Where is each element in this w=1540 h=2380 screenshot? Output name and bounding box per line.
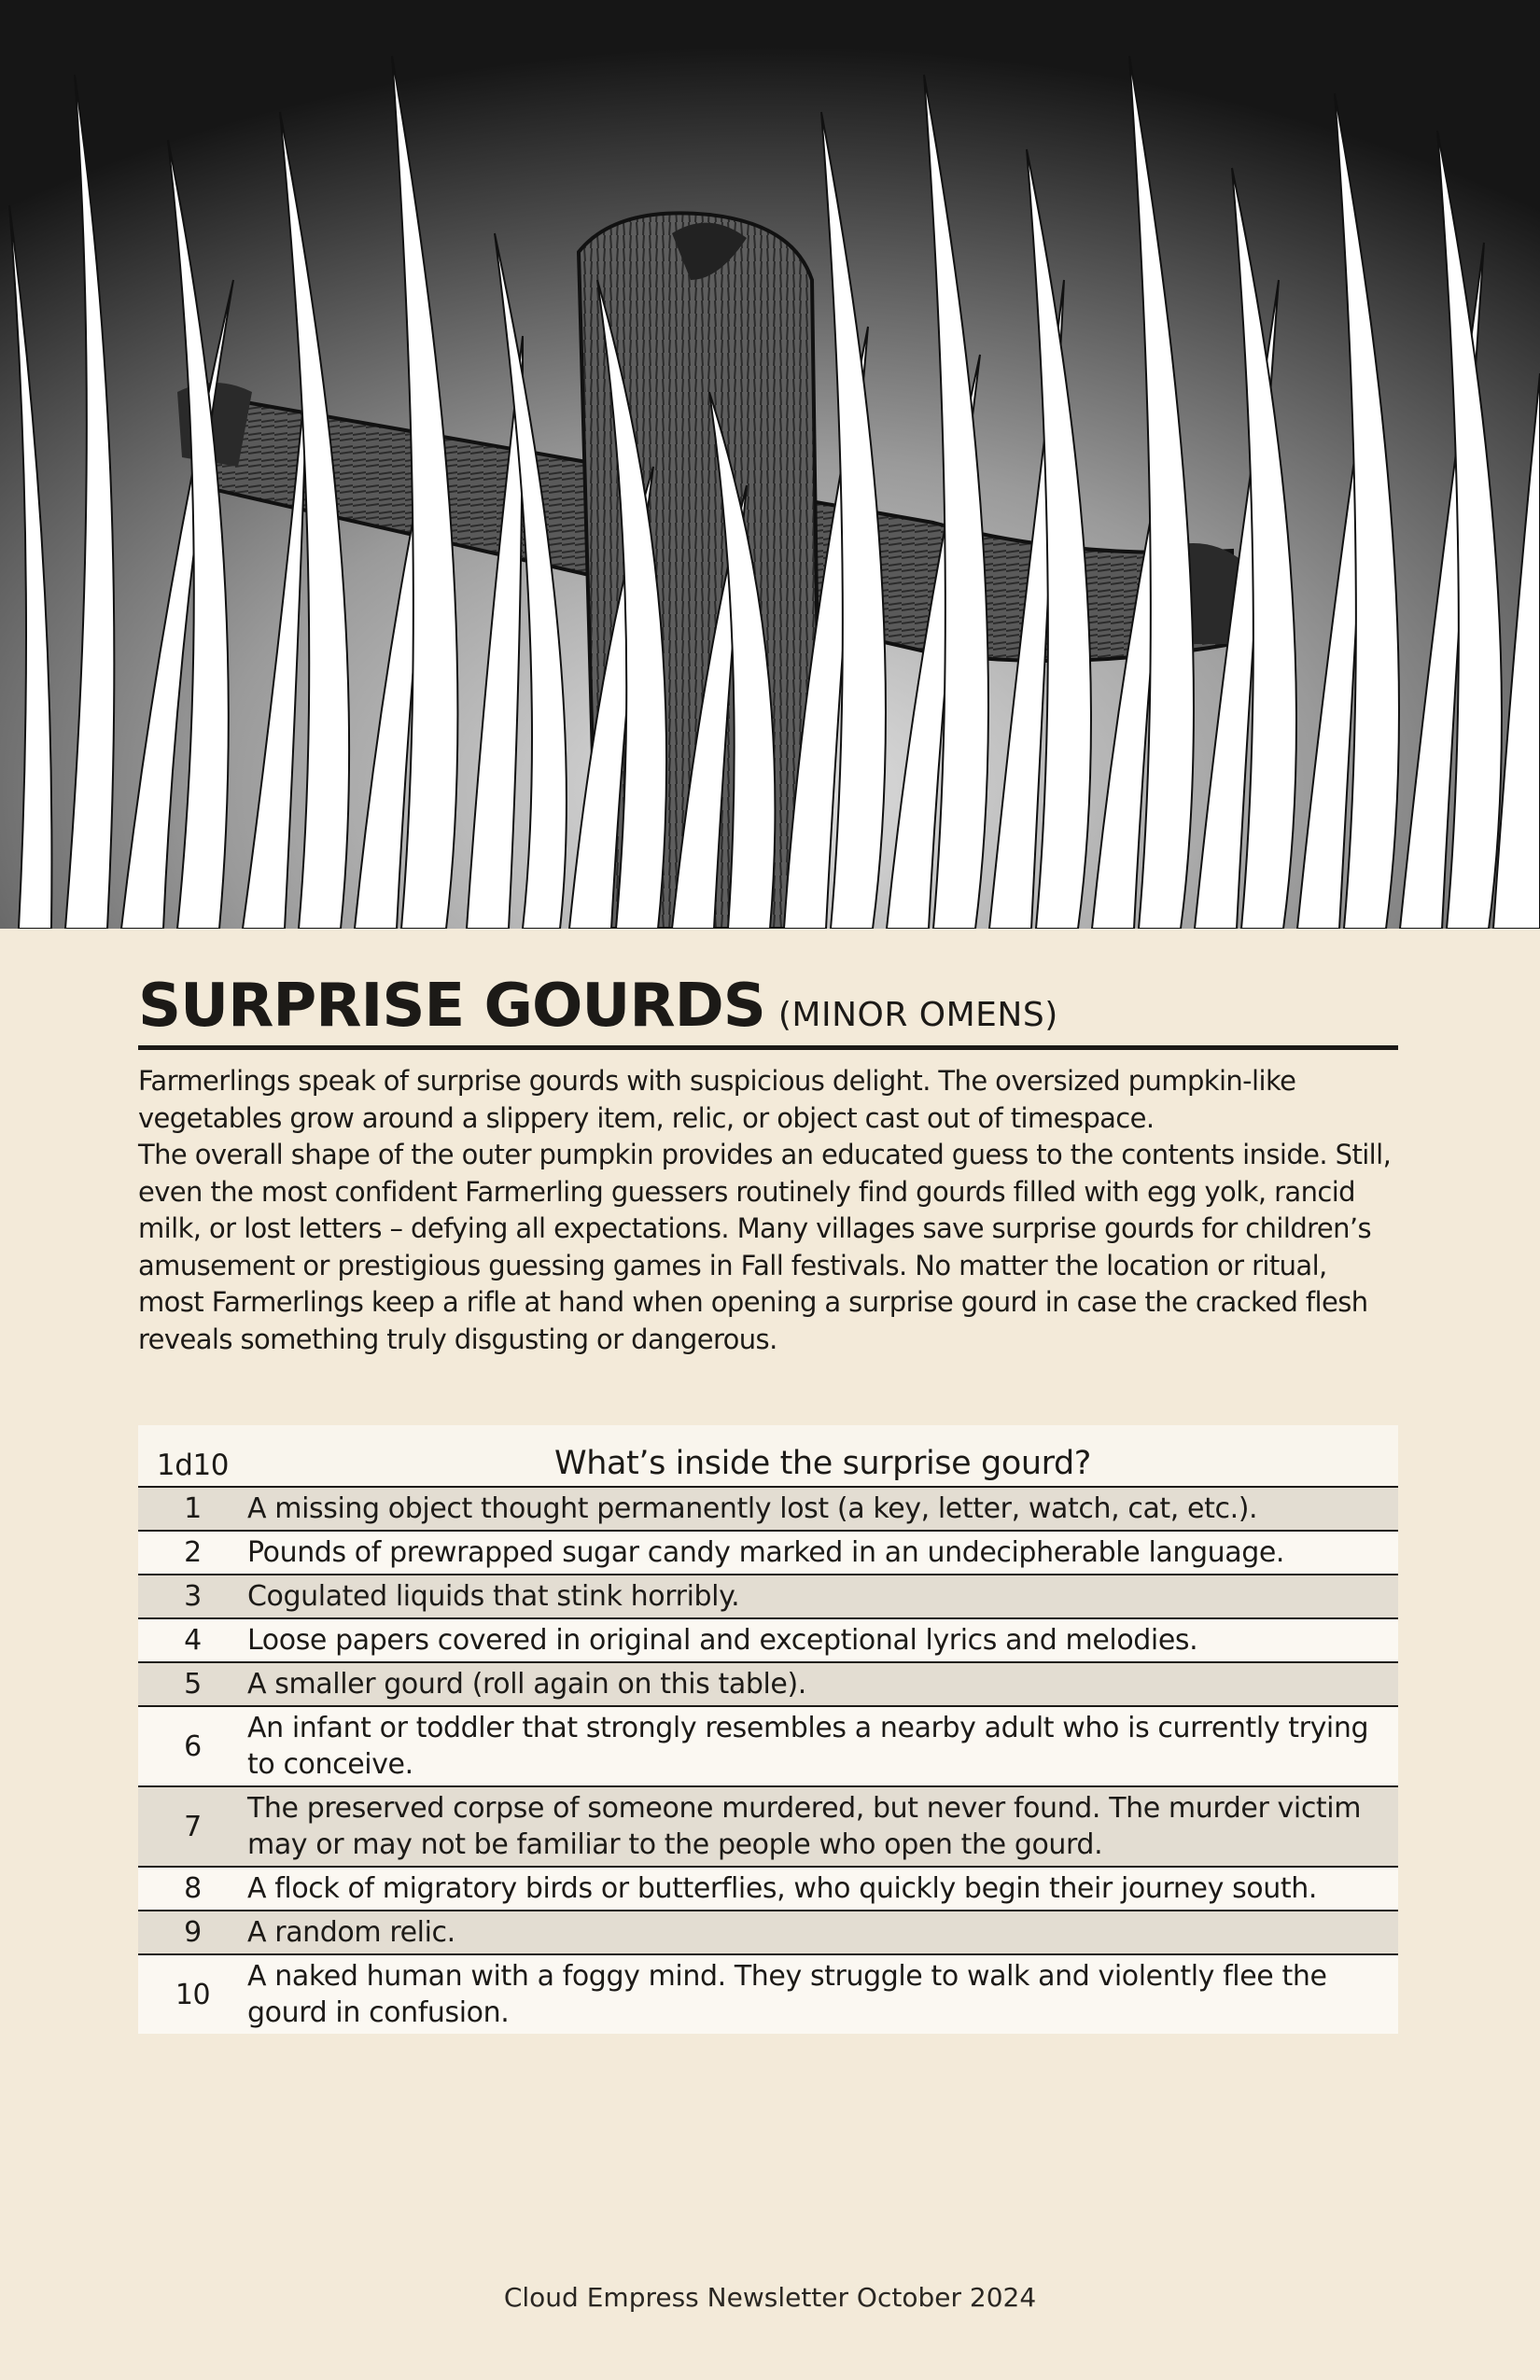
- row-number: 2: [138, 1531, 247, 1575]
- row-text: An infant or toddler that strongly resembles a nearby adult who is currently trying to conceive.: [247, 1706, 1398, 1786]
- row-text: A random relic.: [247, 1911, 1398, 1954]
- table-row: [138, 1954, 1398, 2034]
- table-row: [138, 1531, 1398, 1575]
- row-number: 7: [138, 1786, 247, 1867]
- row-number: 1: [138, 1487, 247, 1531]
- row-text: A flock of migratory birds or butterflies, who quickly begin their journey south.: [247, 1867, 1398, 1911]
- table-row: [138, 1662, 1398, 1706]
- row-text: Loose papers covered in original and exceptional lyrics and melodies.: [247, 1618, 1398, 1662]
- newsletter-footer: Cloud Empress Newsletter October 2024: [503, 2282, 1037, 2313]
- scarecrow-illustration: [0, 0, 1540, 929]
- row-number: 9: [138, 1911, 247, 1954]
- question-header: What’s inside the surprise gourd?: [247, 1425, 1398, 1487]
- table-header-row: [138, 1425, 1398, 1487]
- row-text: A naked human with a foggy mind. They struggle to walk and violently flee the gourd in confusion.: [247, 1954, 1398, 2034]
- row-text: Pounds of prewrapped sugar candy marked in an undecipherable language.: [247, 1531, 1398, 1575]
- row-number: 6: [138, 1706, 247, 1786]
- row-text: A smaller gourd (roll again on this table).: [247, 1662, 1398, 1706]
- row-number: 4: [138, 1618, 247, 1662]
- page-title: SURPRISE GOURDS: [138, 972, 765, 1041]
- row-number: 5: [138, 1662, 247, 1706]
- row-text: Cogulated liquids that stink horribly.: [247, 1575, 1398, 1618]
- table-row: [138, 1575, 1398, 1618]
- table-row: [138, 1618, 1398, 1662]
- row-text: The preserved corpse of someone murdered, but never found. The murder victim may or may not be familiar to the people who open the gourd.: [247, 1786, 1398, 1867]
- row-number: 3: [138, 1575, 247, 1618]
- title-row: [138, 971, 1398, 1050]
- intro-text: [138, 1063, 1398, 1358]
- intro-paragraph-2: The overall shape of the outer pumpkin provides an educated guess to the contents inside. Still, even the most confident Farmerling guessers routinely find gourds filled with egg yolk, rancid milk, or lost letters – defying all expectations. Many villages save surprise gourds for children’s amusement or prestigious guessing games in Fall festivals. No matter the location or ritual, most Farmerlings keep a rifle at hand when opening a surprise gourd in case the cracked flesh reveals something truly disgusting or dangerous.: [138, 1139, 1392, 1355]
- table-row: [138, 1867, 1398, 1911]
- page-subtitle: (MINOR OMENS): [777, 996, 1058, 1034]
- table-row: [138, 1706, 1398, 1786]
- article: [138, 971, 1398, 1358]
- die-header: 1d10: [138, 1425, 247, 1487]
- table-row: [138, 1786, 1398, 1867]
- intro-paragraph-1: Farmerlings speak of surprise gourds with suspicious delight. The oversized pumpkin-like vegetables grow around a slippery item, relic, or object cast out of timespace.: [138, 1065, 1296, 1134]
- row-text: A missing object thought permanently lost (a key, letter, watch, cat, etc.).: [247, 1487, 1398, 1531]
- row-number: 8: [138, 1867, 247, 1911]
- table-row: [138, 1487, 1398, 1531]
- row-number: 10: [138, 1954, 247, 2034]
- gourd-contents-table: [138, 1425, 1398, 2034]
- scarecrow-in-grass-image: [0, 0, 1540, 929]
- table-row: [138, 1911, 1398, 1954]
